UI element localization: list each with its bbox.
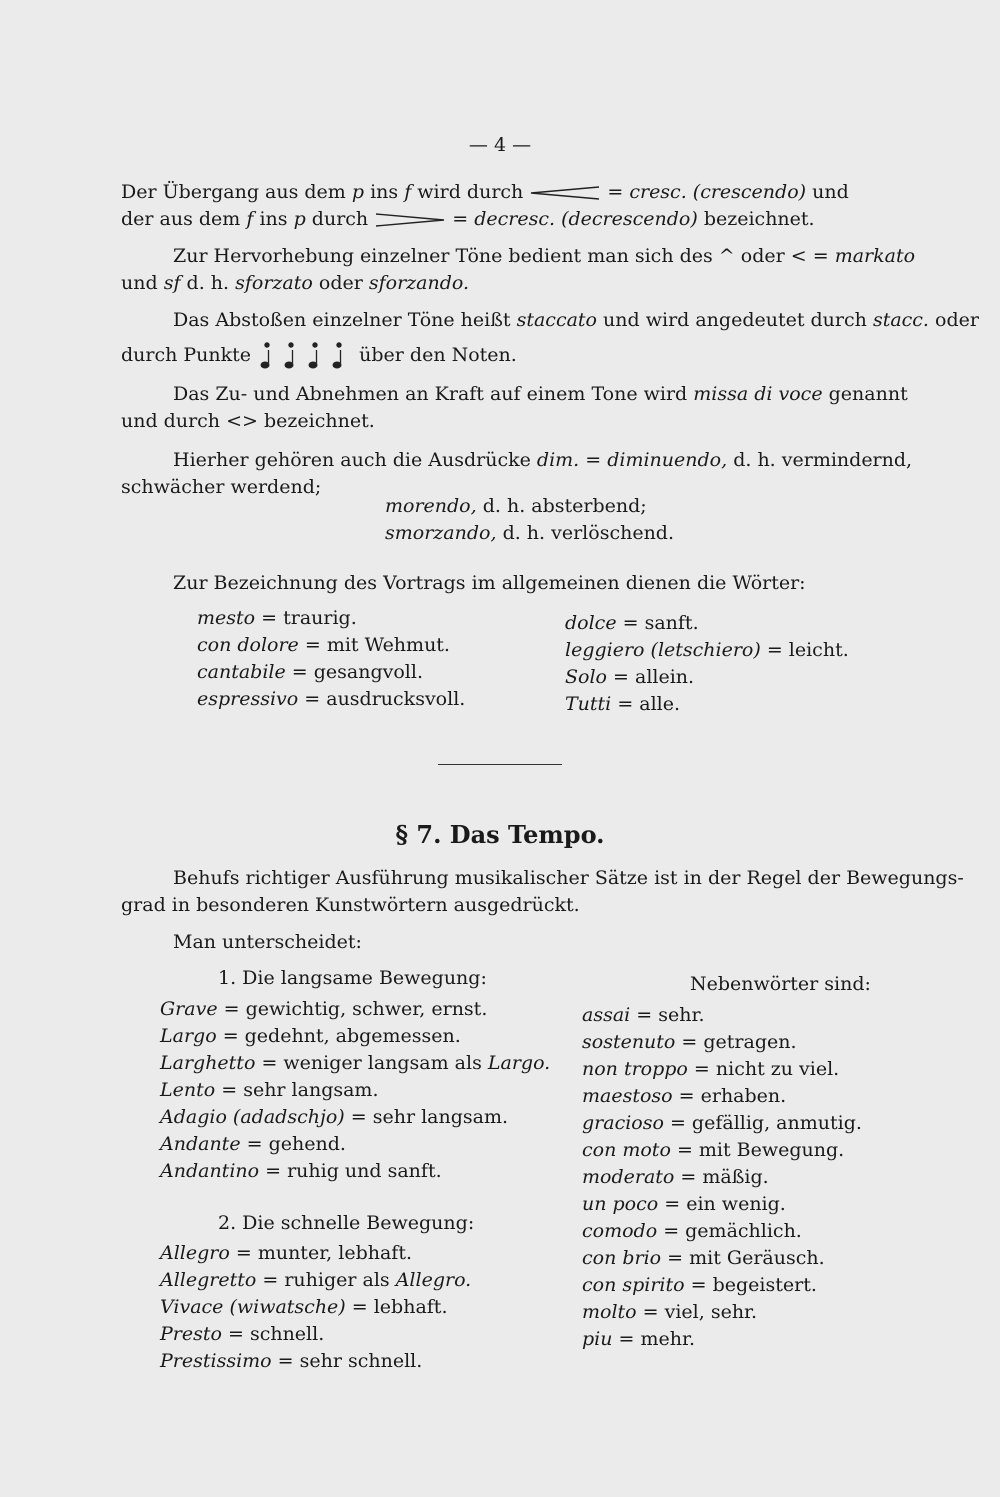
text: Das Zu- und Abnehmen an Kraft auf einem Tone wird [173, 383, 688, 405]
adverb-item [582, 1003, 705, 1027]
text: und [121, 272, 158, 294]
vortrag-right-item [565, 638, 849, 662]
term: Vivace (wiwatsche) [160, 1296, 346, 1318]
slow-item [160, 1051, 550, 1075]
meaning: = schnell. [227, 1323, 325, 1345]
meaning: = sehr. [636, 1004, 705, 1026]
adverbs-heading: Nebenwörter sind: [690, 973, 871, 995]
term: Prestissimo [160, 1350, 272, 1372]
stacc-term: stacc. [872, 309, 929, 331]
meaning: = mäßig. [680, 1166, 769, 1188]
text: oder [935, 309, 979, 331]
slow-heading: 1. Die langsame Bewegung: [218, 967, 487, 989]
text: ins [370, 181, 399, 203]
sforzato-term: sforzato [235, 272, 313, 294]
adverb-item [582, 1138, 844, 1162]
staccato-term: staccato [516, 309, 597, 331]
dim-line-1 [173, 448, 912, 472]
staccato-line-2 [121, 341, 517, 371]
meaning: = erhaben. [678, 1085, 787, 1107]
meaning: = nicht zu viel. [693, 1058, 840, 1080]
slow-item [160, 1078, 379, 1102]
morendo-line [385, 494, 647, 518]
term: cantabile [197, 661, 286, 683]
text: = [812, 245, 829, 267]
meaning: = gefällig, anmutig. [669, 1112, 862, 1134]
term: maestoso [582, 1085, 673, 1107]
vortrag-left-item [197, 606, 357, 630]
piano-mark: p [293, 208, 306, 230]
adverb-item [582, 1165, 769, 1189]
meaning: = begeistert. [690, 1274, 817, 1296]
decrescendo-hairpin-icon [374, 213, 446, 227]
term: Andante [160, 1133, 241, 1155]
morendo-term: morendo, [385, 495, 477, 517]
adverb-item [582, 1192, 786, 1216]
meaning: = ausdrucksvoll. [304, 688, 466, 710]
meaning: = sanft. [622, 612, 699, 634]
term: con spirito [582, 1274, 685, 1296]
adverb-item [582, 1057, 839, 1081]
slow-item [160, 1132, 346, 1156]
vortrag-left-item [197, 633, 450, 657]
page-number: — 4 — [468, 134, 532, 156]
tempo-intro-line-2: grad in besonderen Kunstwörtern ausgedrückt. [121, 894, 580, 916]
term: Solo [565, 666, 607, 688]
accent-line-1 [173, 244, 915, 268]
accent-line-2 [121, 271, 469, 295]
adverb-item [582, 1327, 695, 1351]
term: Larghetto [160, 1052, 256, 1074]
piano-mark: p [351, 181, 365, 203]
term: espressivo [197, 688, 299, 710]
term: Allegretto [160, 1269, 257, 1291]
term: leggiero (letschiero) [565, 639, 761, 661]
vortrag-left-item [197, 687, 465, 711]
meaning: = gesangvoll. [291, 661, 423, 683]
text: durch Punkte [121, 344, 252, 366]
messa-line-1 [173, 382, 908, 406]
text: Der Übergang aus dem [121, 181, 346, 203]
marcato-sign: < [790, 245, 807, 267]
decresc-term: decresc. (decrescendo) [474, 208, 698, 230]
term: non troppo [582, 1058, 688, 1080]
term: molto [582, 1301, 637, 1323]
slow-item [160, 1159, 442, 1183]
term-ref: Largo. [487, 1052, 551, 1074]
text: d. h. vermindernd, [733, 449, 913, 471]
meaning: = sehr langsam. [221, 1079, 379, 1101]
text: Zur Hervorhebung einzelner Töne bedient man sich des [173, 245, 713, 267]
text: = [607, 181, 624, 203]
term: Presto [160, 1323, 222, 1345]
meaning: = ruhiger als [262, 1269, 390, 1291]
term: Lento [160, 1079, 216, 1101]
staccato-notes-icon [257, 341, 353, 371]
adverb-item [582, 1273, 817, 1297]
fast-item [160, 1349, 422, 1373]
tempo-intro-line-1: Behufs richtiger Ausführung musikalischer Sätze ist in der Regel der Bewegungs- [173, 867, 964, 889]
text: und durch [121, 410, 221, 432]
term: comodo [582, 1220, 658, 1242]
vortrag-right-item [565, 665, 694, 689]
diminuendo-term: diminuendo, [607, 449, 728, 471]
meaning: = lebhaft. [351, 1296, 448, 1318]
text: genannt [828, 383, 908, 405]
text: ins [259, 208, 288, 230]
term: con dolore [197, 634, 299, 656]
crescendo-hairpin-icon [529, 186, 601, 200]
meaning: = munter, lebhaft. [235, 1242, 413, 1264]
meaning: = alle. [617, 693, 681, 715]
meaning: = leicht. [766, 639, 849, 661]
text: oder [318, 272, 363, 294]
dim-line-2: schwächer werdend; [121, 476, 322, 498]
meaning: = traurig. [261, 607, 357, 629]
messa-line-2 [121, 409, 375, 433]
text: und wird angedeutet durch [603, 309, 867, 331]
term: sostenuto [582, 1031, 676, 1053]
markato-term: markato [834, 245, 916, 267]
text: wird durch [417, 181, 524, 203]
meaning: = allein. [613, 666, 695, 688]
meaning: = gehend. [246, 1133, 346, 1155]
fast-heading: 2. Die schnelle Bewegung: [218, 1212, 475, 1234]
smorzando-line [385, 521, 674, 545]
meaning: = gedehnt, abgemessen. [222, 1025, 461, 1047]
text: Hierher gehören auch die Ausdrücke [173, 449, 531, 471]
term: Tutti [565, 693, 612, 715]
text: und [812, 181, 849, 203]
section-heading: § 7. Das Tempo. [395, 820, 605, 849]
text: über den Noten. [359, 344, 517, 366]
term: Grave [160, 998, 218, 1020]
text: d. h. verlöschend. [502, 522, 675, 544]
hairpin-pair-sign: <> [226, 410, 258, 432]
vortrag-intro: Zur Bezeichnung des Vortrags im allgemeinen dienen die Wörter: [173, 572, 806, 594]
sforzando-term: sforzando. [368, 272, 470, 294]
text: bezeichnet. [263, 410, 375, 432]
text: oder [740, 245, 785, 267]
meaning: = sehr langsam. [350, 1106, 509, 1128]
text: der aus dem [121, 208, 241, 230]
term: assai [582, 1004, 631, 1026]
fast-item [160, 1241, 412, 1265]
text: = [452, 208, 469, 230]
term: con brio [582, 1247, 662, 1269]
slow-item [160, 997, 487, 1021]
section-divider [438, 764, 562, 765]
cresc-term: cresc. (crescendo) [629, 181, 807, 203]
meaning: = getragen. [681, 1031, 797, 1053]
meaning: = mit Wehmut. [304, 634, 450, 656]
fast-item [160, 1322, 324, 1346]
forte-mark: f [404, 181, 412, 203]
term: Andantino [160, 1160, 260, 1182]
vortrag-right-item [565, 692, 680, 716]
term: gracioso [582, 1112, 664, 1134]
meaning: = ein wenig. [664, 1193, 786, 1215]
adverb-item [582, 1111, 862, 1135]
sf-mark: sf [163, 272, 181, 294]
meaning: = sehr schnell. [277, 1350, 423, 1372]
term: dolce [565, 612, 617, 634]
accent-sign: ^ [718, 245, 735, 267]
adverb-item [582, 1084, 786, 1108]
term: Allegro [160, 1242, 230, 1264]
term: piu [582, 1328, 613, 1350]
cresc-line-2 [121, 207, 815, 231]
adverb-item [582, 1300, 757, 1324]
term: un poco [582, 1193, 659, 1215]
slow-item [160, 1105, 508, 1129]
meaning: = mit Bewegung. [676, 1139, 845, 1161]
staccato-line-1 [173, 308, 979, 332]
text: d. h. [186, 272, 230, 294]
fast-item [160, 1295, 447, 1319]
dim-term: dim. [536, 449, 580, 471]
meaning: = mehr. [618, 1328, 696, 1350]
term: Adagio (adadschjo) [160, 1106, 345, 1128]
text: d. h. absterbend; [482, 495, 647, 517]
vortrag-right-item [565, 611, 699, 635]
fast-item [160, 1268, 471, 1292]
meaning: = gewichtig, schwer, ernst. [223, 998, 488, 1020]
adverb-item [582, 1030, 797, 1054]
term-ref: Allegro. [395, 1269, 472, 1291]
term: mesto [197, 607, 256, 629]
text: Das Abstoßen einzelner Töne heißt [173, 309, 511, 331]
term: con moto [582, 1139, 671, 1161]
meaning: = viel, sehr. [642, 1301, 758, 1323]
smorzando-term: smorzando, [385, 522, 497, 544]
text: bezeichnet. [703, 208, 815, 230]
vortrag-left-item [197, 660, 423, 684]
slow-item [160, 1024, 461, 1048]
meaning: = gemächlich. [663, 1220, 802, 1242]
text: durch [311, 208, 369, 230]
adverb-item [582, 1246, 825, 1270]
forte-mark: f [246, 208, 254, 230]
term: moderato [582, 1166, 675, 1188]
cresc-line-1 [121, 180, 849, 204]
term: Largo [160, 1025, 217, 1047]
man-unterscheidet: Man unterscheidet: [173, 931, 362, 953]
messa-di-voce-term: missa di voce [693, 383, 823, 405]
meaning: = ruhig und sanft. [265, 1160, 442, 1182]
adverb-item [582, 1219, 802, 1243]
meaning: = mit Geräusch. [667, 1247, 825, 1269]
meaning: = weniger langsam als [261, 1052, 482, 1074]
text: = [585, 449, 602, 471]
